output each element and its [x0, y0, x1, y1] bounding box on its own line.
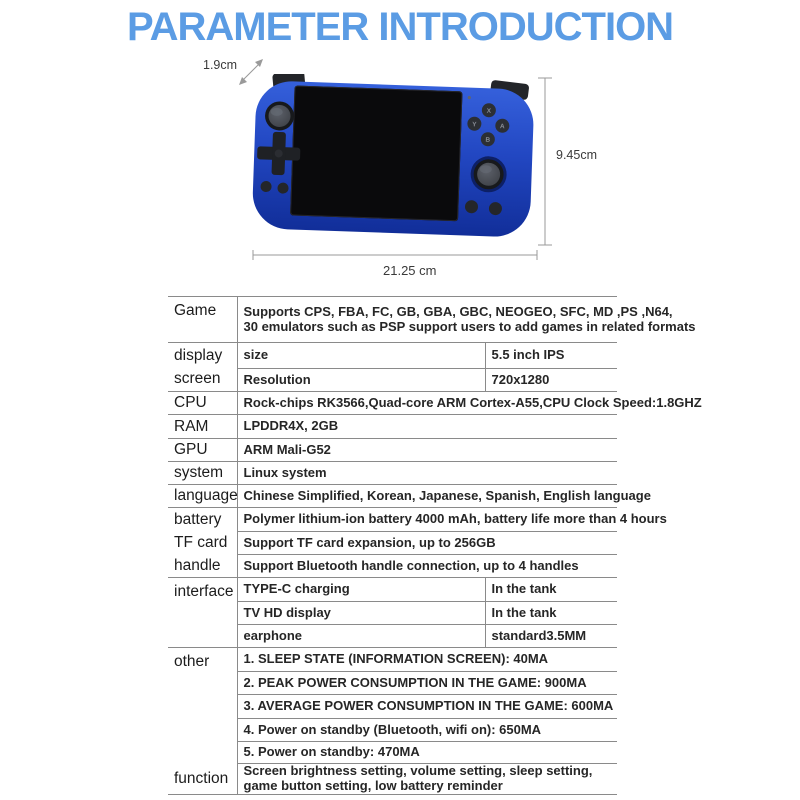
table-row [168, 343, 617, 369]
table-row [168, 508, 617, 532]
interface-name-cell: TYPE-C charging [237, 578, 485, 602]
game-value-line2: 30 emulators such as PSP support users to add games in related formats [243, 318, 696, 334]
size-value-cell: 5.5 inch IPS [485, 343, 617, 369]
cpu-value-cell: Rock-chips RK3566,Quad-core ARM Cortex-A55,CPU Clock Speed:1.8GHZ [237, 392, 617, 415]
resolution-name-cell: Resolution [237, 369, 485, 392]
other-item-cell: 5. Power on standby: 470MA [237, 742, 617, 764]
row-label-system: system [168, 462, 237, 485]
console-screen [290, 85, 462, 221]
row-label-gpu: GPU [168, 439, 237, 462]
button-b-label: B [485, 136, 491, 144]
ram-value-cell: LPDDR4X, 2GB [237, 415, 617, 439]
button-x-label: X [486, 107, 492, 115]
row-label-handle: handle [168, 555, 237, 578]
other-item-cell: 1. SLEEP STATE (INFORMATION SCREEN): 40MA [237, 648, 617, 672]
row-label-other: other [174, 653, 210, 670]
other-item-cell: 2. PEAK POWER CONSUMPTION IN THE GAME: 900MA [237, 672, 617, 695]
display-label-line2: screen [174, 370, 221, 387]
system-value-cell: Linux system [237, 462, 617, 485]
handle-value-cell: Support Bluetooth handle connection, up to 4 handles [237, 555, 617, 578]
other-item-cell: 4. Power on standby (Bluetooth, wifi on): 650MA [237, 719, 617, 742]
button-y-label: Y [472, 121, 477, 129]
game-value-cell [237, 297, 696, 343]
table-row [168, 555, 617, 578]
interface-value-cell: In the tank [485, 602, 617, 625]
button-a-label: A [499, 123, 505, 131]
display-label-line1: display [174, 347, 223, 364]
page-title: PARAMETER INTRODUCTION [126, 5, 674, 49]
interface-name-cell: earphone [237, 625, 485, 648]
interface-value-cell: In the tank [485, 578, 617, 602]
height-dimension-label: 9.45cm [556, 148, 597, 162]
width-dimension-label: 21.25 cm [383, 263, 437, 278]
row-label-interface: interface [168, 578, 237, 648]
spec-table [168, 296, 702, 795]
row-label-tf-card: TF card [174, 534, 228, 552]
interface-value-cell: standard3.5MM [485, 625, 617, 648]
table-row [168, 439, 617, 462]
language-value-cell: Chinese Simplified, Korean, Japanese, Spanish, English language [237, 485, 617, 508]
row-label-ram: RAM [168, 415, 237, 439]
row-label-function: function [168, 764, 237, 795]
table-row [168, 415, 617, 439]
console-illustration [246, 74, 542, 254]
table-row [168, 648, 617, 672]
interface-name-cell: TV HD display [237, 602, 485, 625]
row-label-battery: battery [174, 510, 222, 528]
size-name-cell: size [237, 343, 485, 369]
function-value-cell: Screen brightness setting, volume setting, sleep setting, game button setting, low battery reminder [237, 764, 617, 795]
table-row [168, 485, 617, 508]
row-label-game: Game [168, 297, 237, 343]
table-row [168, 462, 617, 485]
row-label-language: language [168, 485, 237, 508]
table-row [168, 532, 617, 555]
gpu-value-cell: ARM Mali-G52 [237, 439, 617, 462]
depth-arrowhead-top [255, 59, 263, 67]
table-row [168, 764, 617, 795]
row-label-display-screen [168, 343, 237, 392]
table-row [168, 392, 617, 415]
table-row [168, 297, 617, 343]
battery-value-cell: Polymer lithium-ion battery 4000 mAh, battery life more than 4 hours [237, 508, 617, 532]
other-item-cell: 3. AVERAGE POWER CONSUMPTION IN THE GAME: 600MA [237, 695, 617, 719]
row-label-cpu: CPU [168, 392, 237, 415]
tf-card-value-cell: Support TF card expansion, up to 256GB [237, 532, 617, 555]
depth-dimension-label: 1.9cm [203, 58, 238, 72]
resolution-value-cell: 720x1280 [485, 369, 617, 392]
table-row [168, 578, 617, 602]
game-value-line1: Supports CPS, FBA, FC, GB, GBA, GBC, NEOGEO, SFC, MD ,PS ,N64, [243, 303, 673, 319]
